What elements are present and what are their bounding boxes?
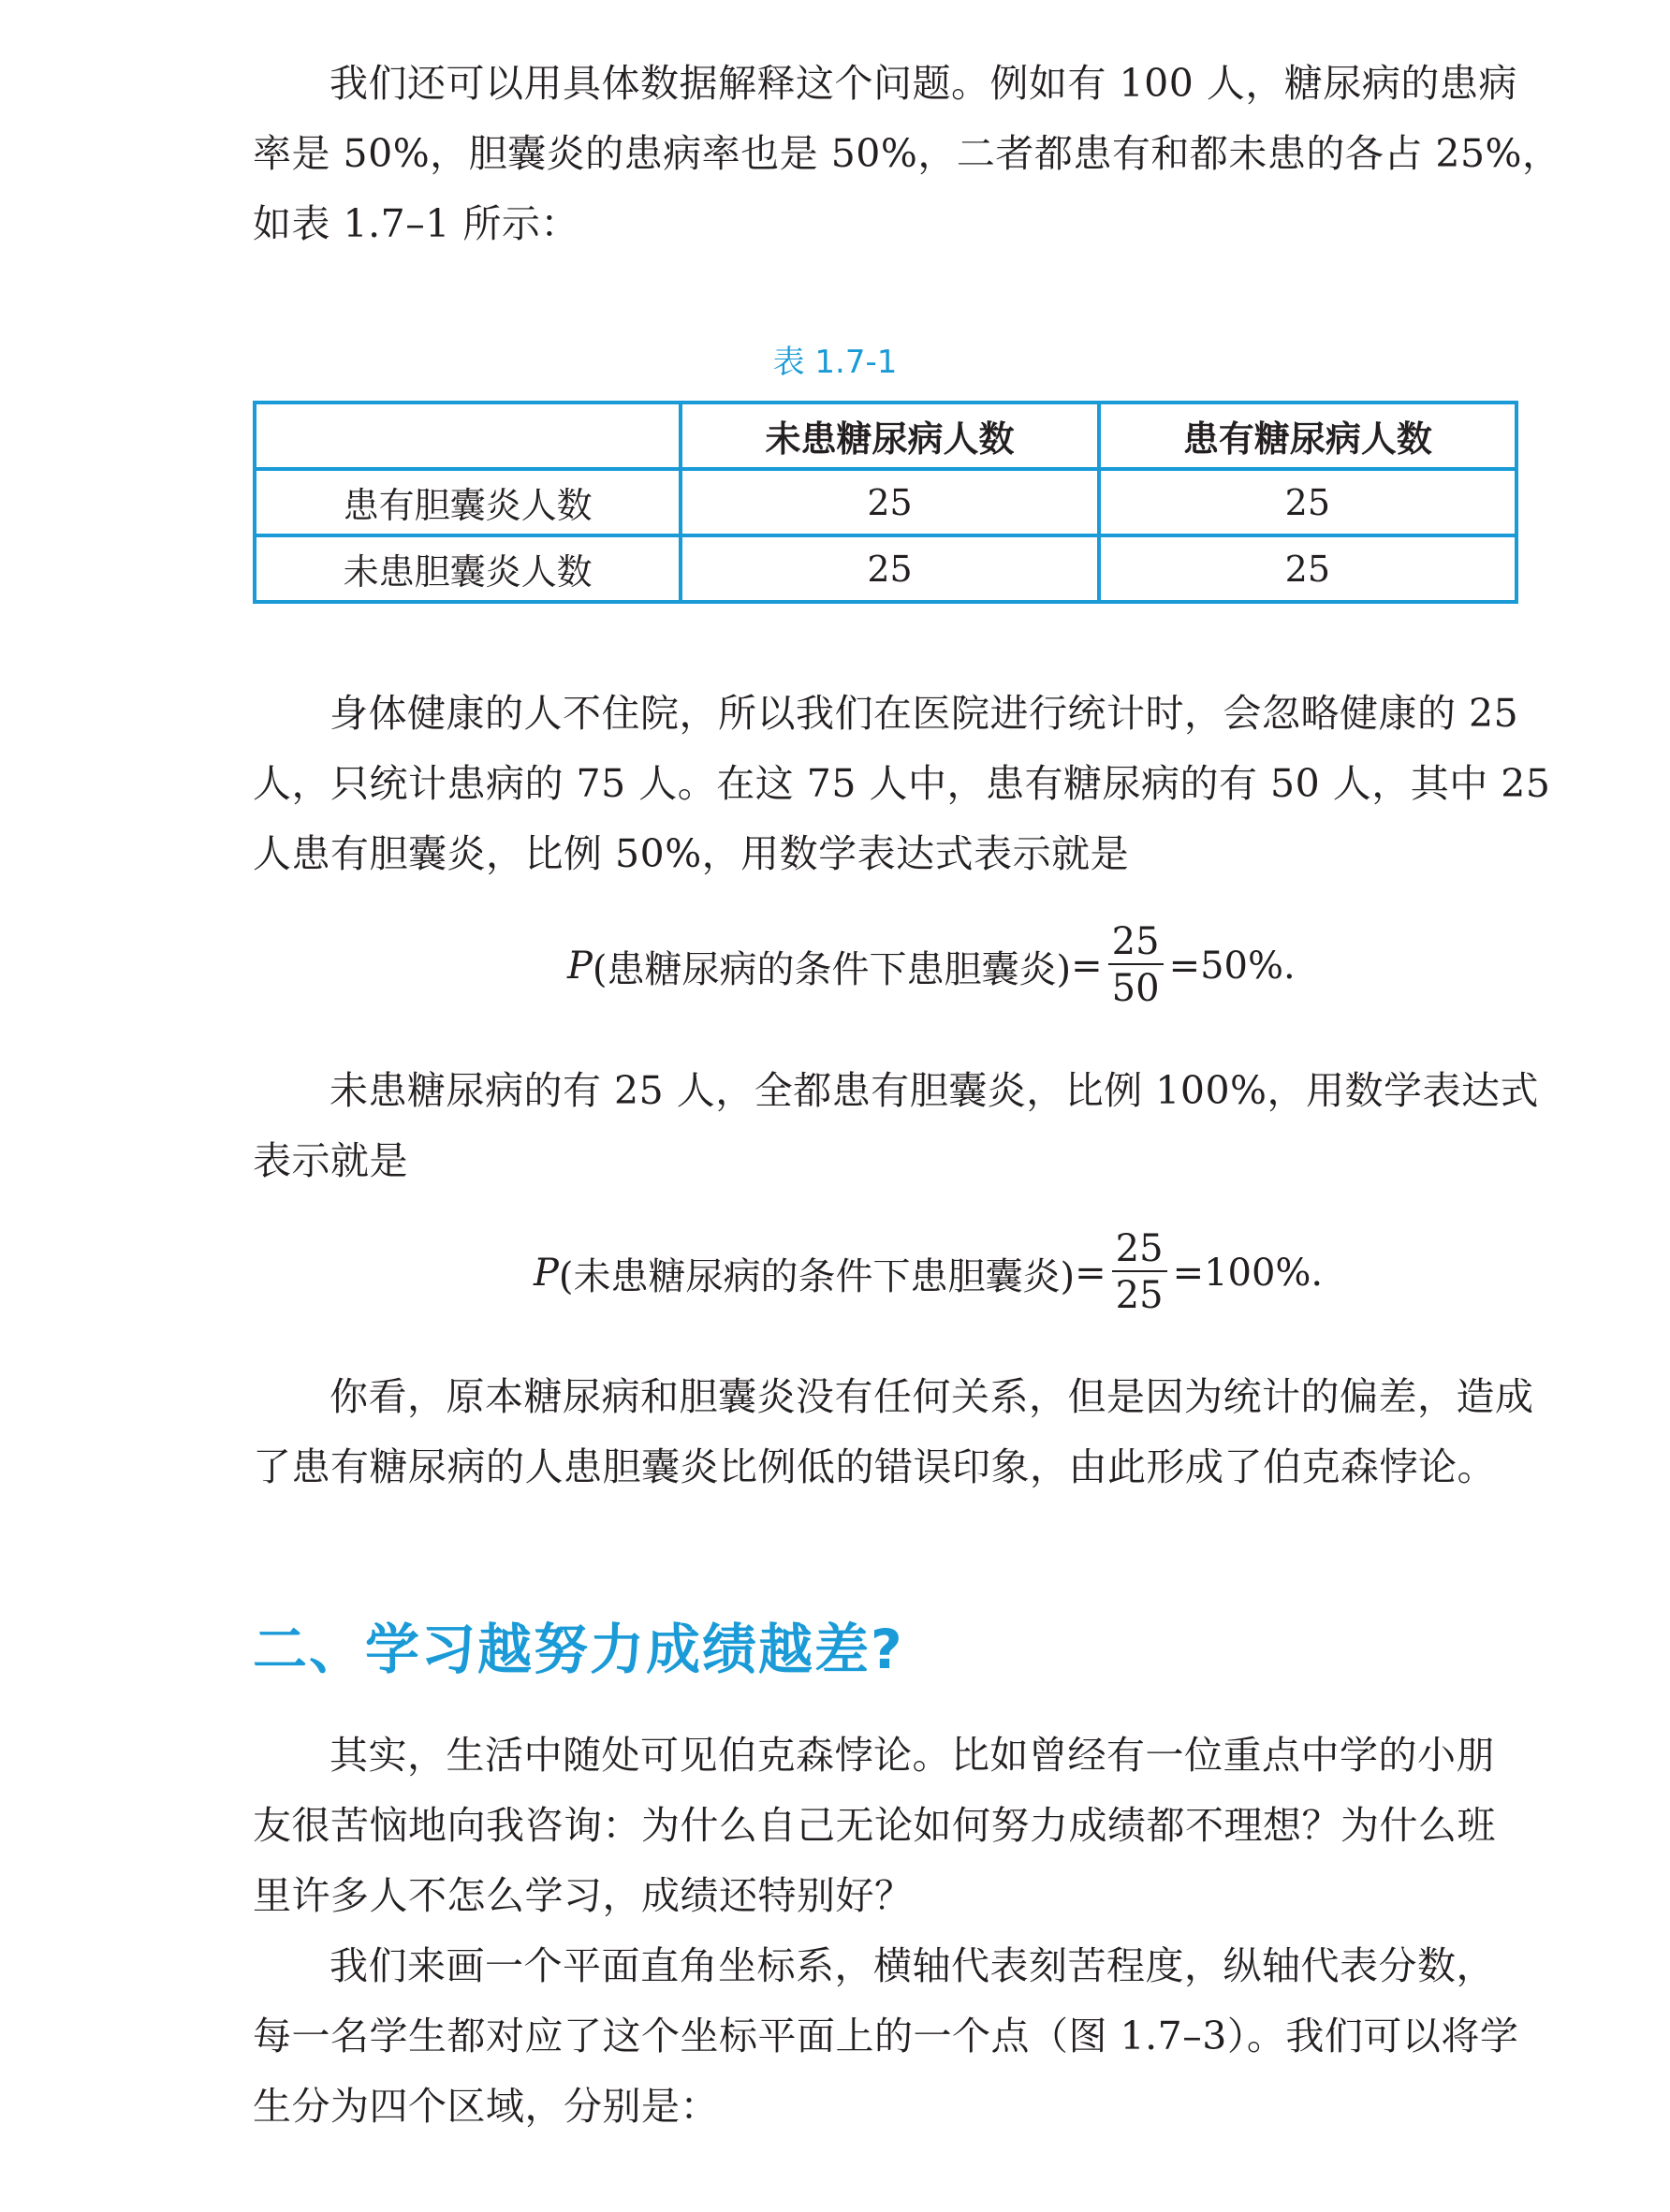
formula-condition: (未患糖尿病的条件下患胆囊炎)	[558, 1254, 1076, 1298]
text-line: 人，只统计患病的 75 人。在这 75 人中，患有糖尿病的有 50 人，其中 25	[253, 761, 1551, 806]
formula-2	[0, 1222, 1670, 1325]
paragraph-3	[253, 1056, 1539, 1196]
paragraph-5	[253, 1721, 1516, 1931]
table-row-label: 未患胆囊炎人数	[255, 535, 681, 602]
table-row	[255, 469, 1516, 535]
fraction-denominator: 25	[1115, 1274, 1164, 1317]
text-line: 生分为四个区域，分别是：	[253, 2084, 719, 2129]
formula-equals: =	[1071, 945, 1103, 988]
table-cell: 25	[1099, 535, 1516, 602]
table-cell: 25	[1099, 469, 1516, 535]
text-line: 如表 1.7–1 所示：	[253, 201, 579, 246]
formula-result: =50%.	[1168, 945, 1296, 988]
text-line: 身体健康的人不住院，所以我们在医院进行统计时，会忽略健康的 25	[330, 691, 1519, 736]
formula-equals: =	[1075, 1252, 1106, 1295]
formula-fraction	[1108, 920, 1164, 1012]
text-line: 其实，生活中随处可见伯克森悖论。比如曾经有一位重点中学的小朋	[330, 1733, 1495, 1778]
text-line: 率是 50%，胆囊炎的患病率也是 50%，二者都患有和都未患的各占 25%，	[253, 131, 1561, 176]
formula-result: =100%.	[1172, 1252, 1324, 1295]
text-line: 每一名学生都对应了这个坐标平面上的一个点（图 1.7–3）。我们可以将学	[253, 2014, 1519, 2058]
text-line: 人患有胆囊炎，比例 50%，用数学表达式表示就是	[253, 831, 1130, 876]
table-header-cell	[255, 403, 681, 469]
table-header-cell: 未患糖尿病人数	[681, 403, 1098, 469]
paragraph-6	[253, 1931, 1519, 2142]
table-header-row	[255, 403, 1516, 469]
text-line: 我们来画一个平面直角坐标系，横轴代表刻苦程度，纵轴代表分数，	[330, 1943, 1495, 1988]
data-table	[253, 401, 1518, 604]
section-title: 二、学习越努力成绩越差?	[253, 1618, 904, 1681]
text-line: 我们还可以用具体数据解释这个问题。例如有 100 人，糖尿病的患病	[330, 61, 1517, 106]
text-line: 你看，原本糖尿病和胆囊炎没有任何关系，但是因为统计的偏差，造成	[330, 1374, 1534, 1419]
fraction-denominator: 50	[1111, 967, 1160, 1010]
table-cell: 25	[681, 469, 1098, 535]
table-cell: 25	[681, 535, 1098, 602]
paragraph-2	[253, 679, 1551, 889]
table-caption: 表 1.7-1	[772, 344, 898, 381]
formula-1	[0, 915, 1670, 1018]
intro-paragraph	[253, 49, 1561, 259]
fraction-numerator: 25	[1111, 920, 1160, 963]
fraction-numerator: 25	[1115, 1227, 1164, 1270]
table-header-cell: 患有糖尿病人数	[1099, 403, 1516, 469]
formula-fraction	[1112, 1227, 1167, 1319]
text-line: 表示就是	[253, 1138, 408, 1183]
text-line: 了患有糖尿病的人患胆囊炎比例低的错误印象，由此形成了伯克森悖论。	[253, 1444, 1496, 1489]
text-line: 未患糖尿病的有 25 人，全都患有胆囊炎，比例 100%，用数学表达式	[330, 1068, 1539, 1113]
table-row-label: 患有胆囊炎人数	[255, 469, 681, 535]
text-line: 里许多人不怎么学习，成绩还特别好？	[253, 1873, 914, 1918]
paragraph-4	[253, 1362, 1534, 1502]
formula-variable: P	[567, 945, 593, 988]
table-row	[255, 535, 1516, 602]
formula-condition: (患糖尿病的条件下患胆囊炎)	[592, 947, 1072, 991]
formula-variable: P	[534, 1252, 559, 1295]
text-line: 友很苦恼地向我咨询：为什么自己无论如何努力成绩都不理想？为什么班	[253, 1803, 1496, 1848]
